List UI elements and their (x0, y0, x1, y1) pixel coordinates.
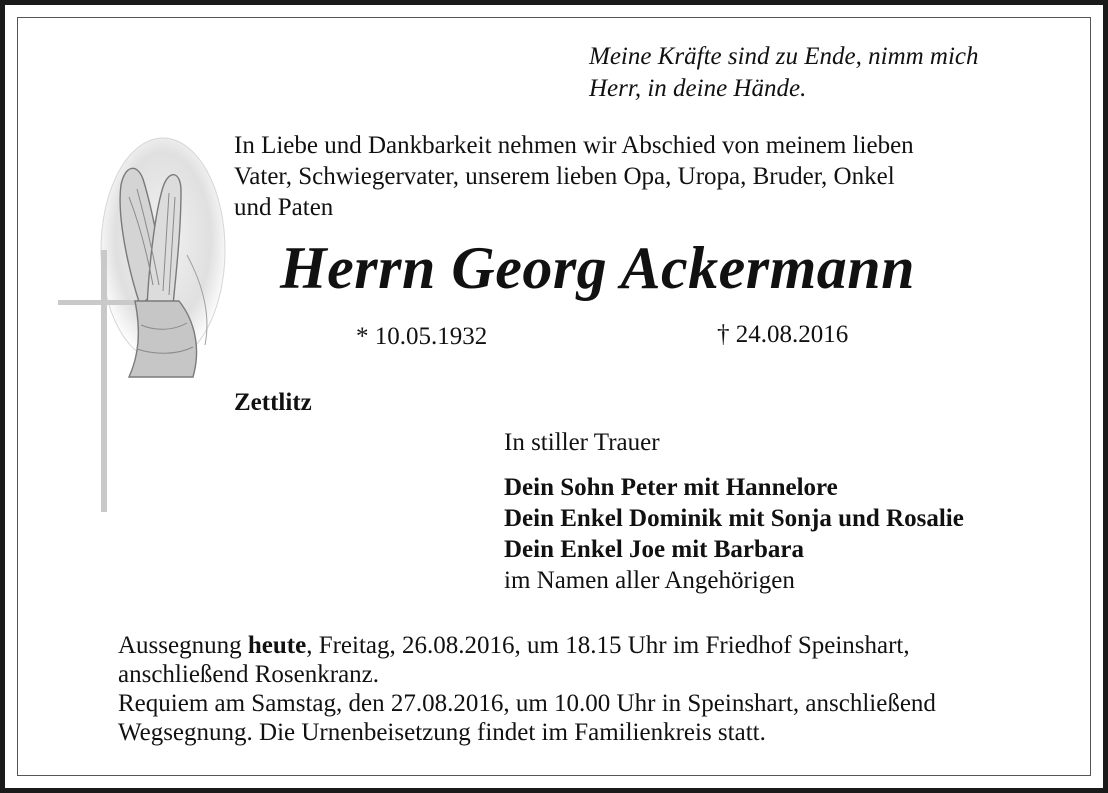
mourners-list (504, 472, 964, 596)
service-today: heute (247, 632, 307, 659)
mourner-line: Dein Sohn Peter mit Hannelore (504, 474, 838, 501)
death-date: † 24.08.2016 (717, 321, 849, 348)
service-line-requiem: Requiem am Samstag, den 27.08.2016, um 10.00 Uhr in Speinshart, anschließend (118, 690, 936, 717)
praying-hands-cross-icon (55, 135, 230, 515)
mourners-closing: im Namen aller Angehörigen (504, 567, 795, 594)
mourning-heading: In stiller Trauer (504, 429, 660, 456)
intro-line: In Liebe und Dankbarkeit nehmen wir Abschied von meinem lieben (234, 132, 914, 159)
motto-line: Meine Kräfte sind zu Ende, nimm mich (589, 43, 979, 70)
service-line: anschließend Rosenkranz. (118, 661, 380, 688)
motto-line: Herr, in deine Hände. (589, 75, 807, 102)
intro-line: und Paten (234, 194, 334, 221)
deceased-name: Herrn Georg Ackermann (280, 235, 915, 301)
service-notes (118, 631, 936, 747)
service-text: Aussegnung (118, 632, 248, 659)
birth-date: * 10.05.1932 (356, 323, 488, 350)
mourner-line: Dein Enkel Joe mit Barbara (504, 536, 804, 563)
intro-line: Vater, Schwiegervater, unserem lieben Opa, Uropa, Bruder, Onkel (234, 163, 895, 190)
motto-verse (589, 41, 979, 105)
service-line-blessing (118, 631, 936, 660)
service-line: Wegsegnung. Die Urnenbeisetzung findet im Familienkreis statt. (118, 719, 766, 746)
mourner-line: Dein Enkel Dominik mit Sonja und Rosalie (504, 505, 964, 532)
farewell-intro (234, 130, 914, 223)
service-text: , Freitag, 26.08.2016, um 18.15 Uhr im Friedhof Speinshart, (306, 632, 910, 659)
hometown: Zettlitz (234, 389, 312, 416)
